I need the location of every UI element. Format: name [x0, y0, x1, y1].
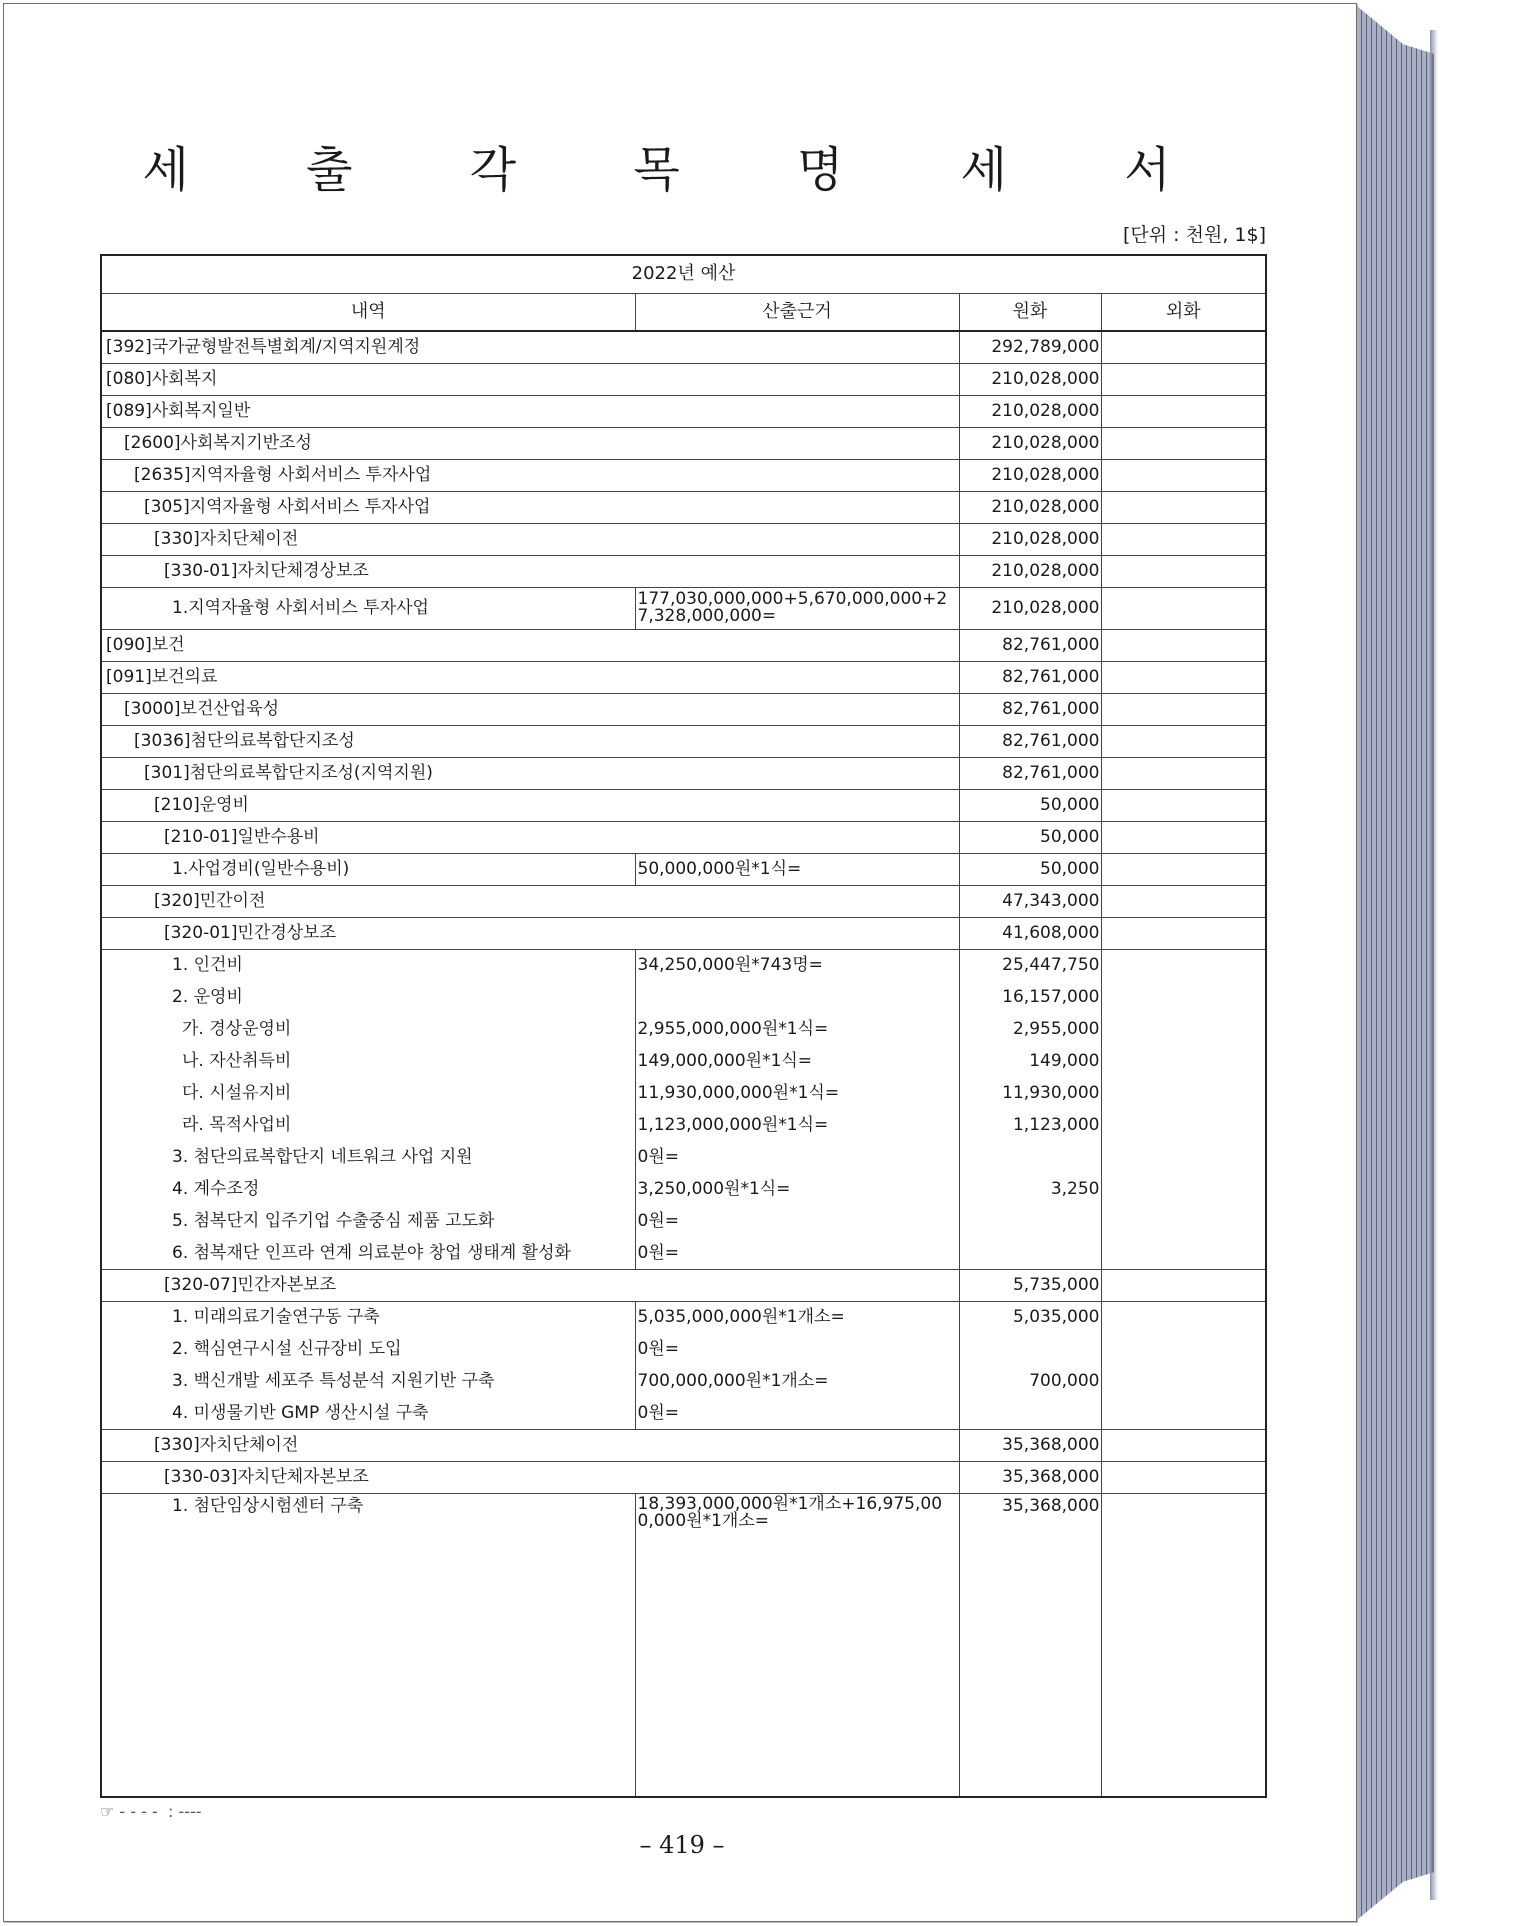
krw-cell: 35,368,000 [959, 1429, 1101, 1461]
item-cell: 6. 첨복재단 인프라 연계 의료분야 창업 생태계 활성화 [101, 1237, 635, 1269]
item-cell: [2635]지역자율형 사회서비스 투자사업 [101, 459, 959, 491]
table-row [101, 491, 1266, 523]
table-row [101, 1109, 1266, 1141]
krw-cell: 82,761,000 [959, 693, 1101, 725]
fx-cell [1101, 757, 1266, 789]
item-cell: [320-01]민간경상보조 [101, 917, 959, 949]
table-row [101, 555, 1266, 587]
krw-cell: 82,761,000 [959, 629, 1101, 661]
basis-cell: 0원= [635, 1141, 959, 1173]
basis-cell: 700,000,000원*1개소= [635, 1365, 959, 1397]
krw-cell: 50,000 [959, 853, 1101, 885]
fx-cell [1101, 1269, 1266, 1301]
fx-cell [1101, 661, 1266, 693]
krw-cell: 292,789,000 [959, 331, 1101, 363]
table-row [101, 395, 1266, 427]
krw-cell [959, 1397, 1101, 1429]
column-header-fx: 외화 [1101, 293, 1266, 331]
krw-cell: 35,368,000 [959, 1461, 1101, 1493]
table-row [101, 917, 1266, 949]
krw-cell: 210,028,000 [959, 555, 1101, 587]
item-cell: 2. 운영비 [101, 981, 635, 1013]
krw-cell: 35,368,000 [959, 1493, 1101, 1797]
table-row [101, 1237, 1266, 1269]
item-cell: 1. 인건비 [101, 949, 635, 981]
fx-cell [1101, 1013, 1266, 1045]
krw-cell: 2,955,000 [959, 1013, 1101, 1045]
item-cell: 4. 미생물기반 GMP 생산시설 구축 [101, 1397, 635, 1429]
basis-cell: 5,035,000,000원*1개소= [635, 1301, 959, 1333]
krw-cell [959, 1205, 1101, 1237]
item-cell: [320-07]민간자본보조 [101, 1269, 959, 1301]
fx-cell [1101, 1045, 1266, 1077]
table-row [101, 693, 1266, 725]
item-cell: [3036]첨단의료복합단지조성 [101, 725, 959, 757]
item-cell: 3. 첨단의료복합단지 네트워크 사업 지원 [101, 1141, 635, 1173]
table-row [101, 363, 1266, 395]
fx-cell [1101, 629, 1266, 661]
table-row [101, 1397, 1266, 1429]
basis-cell: 0원= [635, 1237, 959, 1269]
fx-cell [1101, 331, 1266, 363]
fx-cell [1101, 427, 1266, 459]
table-row [101, 1461, 1266, 1493]
item-cell: 라. 목적사업비 [101, 1109, 635, 1141]
item-cell: [091]보건의료 [101, 661, 959, 693]
krw-cell: 50,000 [959, 821, 1101, 853]
table-row [101, 789, 1266, 821]
fx-cell [1101, 1461, 1266, 1493]
table-row [101, 885, 1266, 917]
column-header-item: 내역 [101, 293, 635, 331]
item-cell: 나. 자산취득비 [101, 1045, 635, 1077]
basis-cell: 50,000,000원*1식= [635, 853, 959, 885]
krw-cell: 82,761,000 [959, 725, 1101, 757]
fx-cell [1101, 1077, 1266, 1109]
item-cell: [330-03]자치단체자본보조 [101, 1461, 959, 1493]
column-header-basis: 산출근거 [635, 293, 959, 331]
fx-cell [1101, 725, 1266, 757]
table-row [101, 1269, 1266, 1301]
krw-cell: 210,028,000 [959, 491, 1101, 523]
budget-table [100, 254, 1267, 1798]
basis-cell: 34,250,000원*743명= [635, 949, 959, 981]
fx-cell [1101, 1429, 1266, 1461]
table-row [101, 1173, 1266, 1205]
table-row [101, 1429, 1266, 1461]
table-row [101, 1013, 1266, 1045]
krw-cell: 50,000 [959, 789, 1101, 821]
krw-cell: 11,930,000 [959, 1077, 1101, 1109]
item-cell: 1.사업경비(일반수용비) [101, 853, 635, 885]
table-row [101, 629, 1266, 661]
item-cell: 3. 백신개발 세포주 특성분석 지원기반 구축 [101, 1365, 635, 1397]
basis-cell: 11,930,000,000원*1식= [635, 1077, 959, 1109]
basis-cell: 0원= [635, 1333, 959, 1365]
table-row [101, 523, 1266, 555]
table-row [101, 1141, 1266, 1173]
krw-cell: 82,761,000 [959, 757, 1101, 789]
basis-cell: 18,393,000,000원*1개소+16,975,000,000원*1개소= [635, 1493, 959, 1797]
item-cell: [330]자치단체이전 [101, 523, 959, 555]
krw-cell [959, 1237, 1101, 1269]
item-cell: [089]사회복지일반 [101, 395, 959, 427]
column-header-row [101, 293, 1266, 331]
fx-cell [1101, 1397, 1266, 1429]
krw-cell: 210,028,000 [959, 363, 1101, 395]
page-number: – 419 – [639, 1831, 725, 1859]
item-cell: [080]사회복지 [101, 363, 959, 395]
item-cell: [090]보건 [101, 629, 959, 661]
table-row [101, 725, 1266, 757]
krw-cell: 3,250 [959, 1173, 1101, 1205]
table-row [101, 459, 1266, 491]
krw-cell: 210,028,000 [959, 459, 1101, 491]
table-row [101, 427, 1266, 459]
item-cell: [330-01]자치단체경상보조 [101, 555, 959, 587]
item-cell: [330]자치단체이전 [101, 1429, 959, 1461]
fx-cell [1101, 1301, 1266, 1333]
table-row [101, 661, 1266, 693]
year-header: 2022년 예산 [101, 255, 1266, 293]
basis-cell: 0원= [635, 1397, 959, 1429]
item-cell: 다. 시설유지비 [101, 1077, 635, 1109]
item-cell: [301]첨단의료복합단지조성(지역지원) [101, 757, 959, 789]
footnote: ☞ - - - - : ---- [100, 1802, 202, 1821]
fx-cell [1101, 853, 1266, 885]
fx-cell [1101, 491, 1266, 523]
fx-cell [1101, 1173, 1266, 1205]
krw-cell: 82,761,000 [959, 661, 1101, 693]
fx-cell [1101, 821, 1266, 853]
fx-cell [1101, 1333, 1266, 1365]
fx-cell [1101, 917, 1266, 949]
item-cell: 1.지역자율형 사회서비스 투자사업 [101, 587, 635, 629]
krw-cell [959, 1333, 1101, 1365]
fx-cell [1101, 1141, 1266, 1173]
item-cell: 2. 핵심연구시설 신규장비 도입 [101, 1333, 635, 1365]
fx-cell [1101, 789, 1266, 821]
table-row [101, 949, 1266, 981]
item-cell: 4. 계수조정 [101, 1173, 635, 1205]
item-cell: [320]민간이전 [101, 885, 959, 917]
unit-note: [단위 : 천원, 1$] [1123, 224, 1266, 246]
item-cell: 1. 첨단임상시험센터 구축 [101, 1493, 635, 1797]
fx-cell [1101, 1109, 1266, 1141]
document-title: 세 출 각 목 명 세 서 [142, 142, 1222, 198]
item-cell: [305]지역자율형 사회서비스 투자사업 [101, 491, 959, 523]
column-header-krw: 원화 [959, 293, 1101, 331]
krw-cell: 210,028,000 [959, 395, 1101, 427]
krw-cell: 1,123,000 [959, 1109, 1101, 1141]
fx-cell [1101, 1365, 1266, 1397]
krw-cell: 149,000 [959, 1045, 1101, 1077]
table-row [101, 1045, 1266, 1077]
table-row [101, 853, 1266, 885]
table-row [101, 587, 1266, 629]
item-cell: [392]국가균형발전특별회계/지역지원계정 [101, 331, 959, 363]
document-page [3, 3, 1357, 1922]
krw-cell: 5,035,000 [959, 1301, 1101, 1333]
basis-cell: 177,030,000,000+5,670,000,000+27,328,000,000= [635, 587, 959, 629]
fx-cell [1101, 459, 1266, 491]
krw-cell: 210,028,000 [959, 427, 1101, 459]
table-row [101, 1333, 1266, 1365]
krw-cell: 25,447,750 [959, 949, 1101, 981]
year-header-row [101, 255, 1266, 293]
table-row [101, 331, 1266, 363]
fx-cell [1101, 1205, 1266, 1237]
fx-cell [1101, 693, 1266, 725]
basis-cell: 2,955,000,000원*1식= [635, 1013, 959, 1045]
table-row [101, 1301, 1266, 1333]
table-row [101, 1205, 1266, 1237]
basis-cell: 1,123,000,000원*1식= [635, 1109, 959, 1141]
table-row [101, 821, 1266, 853]
table-row [101, 1365, 1266, 1397]
table-row [101, 1077, 1266, 1109]
krw-cell: 47,343,000 [959, 885, 1101, 917]
basis-cell: 149,000,000원*1식= [635, 1045, 959, 1077]
table-row [101, 757, 1266, 789]
krw-cell: 5,735,000 [959, 1269, 1101, 1301]
item-cell: [210]운영비 [101, 789, 959, 821]
fx-cell [1101, 587, 1266, 629]
krw-cell: 16,157,000 [959, 981, 1101, 1013]
page-stack-edge [1357, 6, 1434, 1920]
table-row [101, 981, 1266, 1013]
table-row [101, 1493, 1266, 1797]
fx-cell [1101, 395, 1266, 427]
fx-cell [1101, 949, 1266, 981]
item-cell: 5. 첨복단지 입주기업 수출중심 제품 고도화 [101, 1205, 635, 1237]
fx-cell [1101, 523, 1266, 555]
item-cell: [2600]사회복지기반조성 [101, 427, 959, 459]
fx-cell [1101, 363, 1266, 395]
fx-cell [1101, 1237, 1266, 1269]
page-stack-shadow [1430, 30, 1438, 1900]
basis-cell [635, 981, 959, 1013]
fx-cell [1101, 555, 1266, 587]
krw-cell: 210,028,000 [959, 587, 1101, 629]
krw-cell: 700,000 [959, 1365, 1101, 1397]
fx-cell [1101, 981, 1266, 1013]
krw-cell: 41,608,000 [959, 917, 1101, 949]
item-cell: 1. 미래의료기술연구동 구축 [101, 1301, 635, 1333]
fx-cell [1101, 885, 1266, 917]
krw-cell [959, 1141, 1101, 1173]
item-cell: 가. 경상운영비 [101, 1013, 635, 1045]
item-cell: [3000]보건산업육성 [101, 693, 959, 725]
basis-cell: 3,250,000원*1식= [635, 1173, 959, 1205]
item-cell: [210-01]일반수용비 [101, 821, 959, 853]
krw-cell: 210,028,000 [959, 523, 1101, 555]
fx-cell [1101, 1493, 1266, 1797]
basis-cell: 0원= [635, 1205, 959, 1237]
